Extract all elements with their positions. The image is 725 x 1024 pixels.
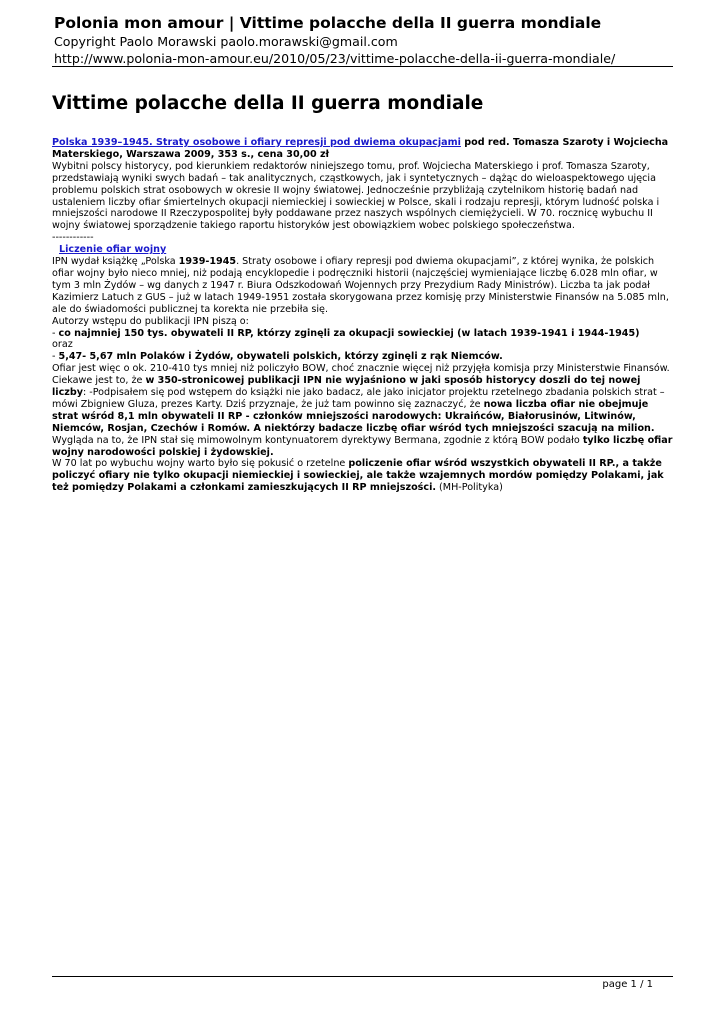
list-dash: -	[52, 351, 59, 363]
source-url: http://www.polonia-mon-amour.eu/2010/05/23/vittime-polacche-della-ii-guerra-mondiale/	[54, 51, 616, 66]
text-run: W 70 lat po wybuchu wojny warto było się pokusić o rzetelne	[52, 458, 349, 470]
text-run: (MH-Polityka)	[436, 482, 503, 494]
book-link[interactable]: Polska 1939–1945. Straty osobowe i ofiary represji pod dwiema okupacjami	[52, 137, 461, 148]
text-run: : -Podpisałem się pod wstępem do książki nie jako badacz, ale jako inicjator projektu rzetelnego zbadania polskich strat – mówi Zbigniew Gluza, prezes Karty. Dziś przyznaje, że już tam powinno się zaznaczyć, że	[52, 387, 665, 410]
text-run-bold: 1939-1945	[178, 256, 237, 268]
list-item-text: co najmniej 150 tys. obywateli II RP, którzy zginęli za okupacji sowieckiej (w latach 1939-1941 i 1944-1945)	[58, 327, 640, 339]
footer-divider	[52, 976, 673, 977]
text-run-bold: policzenie ofiar wśród wszystkich obywateli II RP., a także policzyć ofiary nie tylko okupacji niemieckiej i sowieckiej, ale także wzajemnych mordów pomiędzy Polakami, jak też pomiędzy Polakami a członkami zamieszkujących II RP mniejszości.	[52, 458, 664, 494]
text-run-bold: w 350-stronicowej publikacji IPN nie wyjaśniono w jaki sposób historycy doszli do tej nowej liczby	[52, 375, 641, 399]
text-run: IPN wydał książkę „Polska	[52, 256, 179, 268]
paragraph-book-description: Wybitni polscy historycy, pod kierunkiem redaktorów niniejszego tomu, prof. Wojciecha Materskiego i prof. Tomasza Szaroty, przedstawiają wyniki swych badań – tak analitycznych, cząstkowych, jak i syntetycznych – dążąc do wieloaspektowego ujęcia problemu polskich strat osobowych w okresie II wojny światowej. Jednocześnie przybliżają czytelnikom historię badań nad ustaleniem liczby ofiar śmiertelnych okupacji niemieckiej i sowieckiej w Polsce, skali i rodzaju represji, którym ludność polska i mniejszości narodowe II Rzeczypospolitej były poddawane przez naszych wspólnych ciemiężycieli. W 70. rocznicę wybuchu II wojny światowej sporządzenie takiego raportu historyków jest obowiązkiem wobec polskiego społeczeństwa.	[52, 160, 660, 232]
list-item-text: 5,47- 5,67 mln Polaków i Żydów, obywateli polskich, którzy zginęli z rąk Niemców.	[58, 351, 503, 363]
separator: ------------	[52, 232, 94, 244]
site-title: Polonia mon amour | Vittime polacche della II guerra mondiale	[54, 14, 602, 32]
text-run: Wygląda na to, że IPN stał się mimowolnym kontynuatorem dyrektywy Bermana, zgodnie z którą BOW podało	[52, 434, 583, 446]
text-run-bold: nowa liczba ofiar nie obejmuje strat wśród 8,1 mln obywateli II RP - członków mniejszości narodowych: Ukraińców, Białorusinów, Litwinów, Niemców, Rosjan, Czechów i Romów. A niektórzy badacze liczbę ofiar wśród tych mniejszości szacują na milion.	[52, 398, 655, 434]
book-reference	[52, 137, 673, 161]
text-run-bold: tylko liczbę ofiar wojny narodowości polskiej i żydowskiej.	[52, 434, 673, 458]
list-item	[52, 328, 673, 340]
paragraph-authors-intro: Autorzy wstępu do publikacji IPN piszą o:	[52, 315, 249, 327]
paragraph-ipn-book	[52, 256, 673, 316]
text-run: Ofiar jest więc o ok. 210-410 tys mniej niż policzyło BOW, choć znacznie więcej niż przyjęła komisja przy Ministerstwie Finansów. Ciekawe jest to, że	[52, 363, 670, 387]
paragraph-conclusion	[52, 458, 673, 494]
copyright-line: Copyright Paolo Morawski paolo.morawski@gmail.com	[54, 34, 398, 49]
paragraph-analysis	[52, 363, 673, 458]
list-item	[52, 351, 673, 363]
list-dash: -	[52, 327, 59, 339]
article-body	[52, 137, 673, 494]
conjunction: oraz	[52, 339, 73, 351]
article-title: Vittime polacche della II guerra mondiale	[52, 93, 484, 114]
page-header	[54, 14, 674, 67]
page-number: page 1 / 1	[602, 979, 653, 990]
book-reference-details: pod red. Tomasza Szaroty i Wojciecha Materskiego, Warszawa 2009, 353 s., cena 30,00 zł	[52, 137, 669, 160]
text-run: . Straty osobowe i ofiary represji pod dwiema okupacjami”, z której wynika, że polskich ofiar wojny było nieco mniej, niż podają encyklopedie i podręczniki historii (najczęściej wymieniające liczbę 6.028 mln ofiar, w tym 3 mln Żydów – wg danych z 1947 r. Biura Odszkodowań Wojennych przy Prezydium Rady Ministrów). Liczba ta jak podał Kazimierz Latuch z GUS – już w latach 1949-1951 została skorygowana przez komisję przy Ministerstwie Finansów na 5.085 mln, ale do świadomości publicznej ta korekta nie przebiła się.	[52, 256, 669, 315]
section-heading	[52, 244, 673, 256]
section-link[interactable]: Liczenie ofiar wojny	[59, 244, 167, 256]
header-divider	[52, 66, 673, 67]
